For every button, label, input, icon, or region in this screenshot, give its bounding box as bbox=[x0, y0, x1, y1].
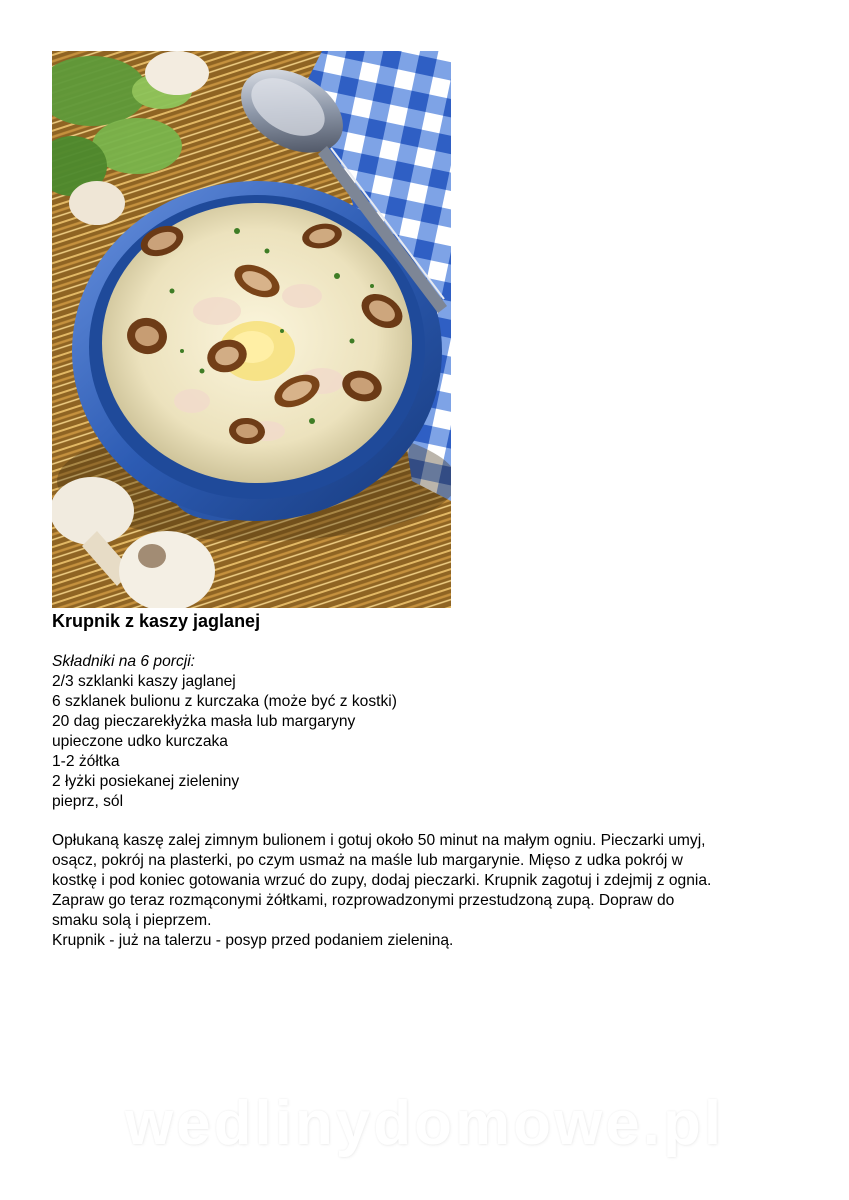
method-section bbox=[52, 831, 792, 951]
method-line: kostkę i pod koniec gotowania wrzuć do zupy, dodaj pieczarki. Krupnik zagotuj i zdejmij z ognia. bbox=[52, 872, 712, 889]
method-line: smaku solą i pieprzem. bbox=[52, 912, 212, 929]
soup-photo bbox=[52, 51, 451, 608]
ingredient-item: 20 dag pieczarekłyżka masła lub margaryny bbox=[52, 713, 356, 730]
ingredient-item: 1-2 żółtka bbox=[52, 753, 120, 770]
ingredient-item: 6 szklanek bulionu z kurczaka (może być z kostki) bbox=[52, 693, 397, 710]
watermark: wedlinydomowe.pl bbox=[124, 1089, 725, 1158]
ingredients-section bbox=[52, 652, 397, 812]
method-line: osącz, pokrój na plasterki, po czym usmaż na maśle lub margarynie. Mięso z udka pokrój w bbox=[52, 852, 683, 869]
ingredient-item: 2/3 szklanki kaszy jaglanej bbox=[52, 673, 236, 690]
method-line: Krupnik - już na talerzu - posyp przed podaniem zieleniną. bbox=[52, 932, 454, 949]
ingredient-item: pieprz, sól bbox=[52, 793, 124, 810]
ingredient-item: 2 łyżki posiekanej zieleniny bbox=[52, 773, 240, 790]
ingredient-item: upieczone udko kurczaka bbox=[52, 733, 228, 750]
method-line: Opłukaną kaszę zalej zimnym bulionem i gotuj około 50 minut na małym ogniu. Pieczarki umyj, bbox=[52, 832, 706, 849]
ingredients-heading: Składniki na 6 porcji: bbox=[52, 653, 196, 670]
method-line: Zapraw go teraz rozmąconymi żółtkami, rozprowadzonymi przestudzoną zupą. Dopraw do bbox=[52, 892, 675, 909]
recipe-title: Krupnik z kaszy jaglanej bbox=[52, 611, 261, 631]
